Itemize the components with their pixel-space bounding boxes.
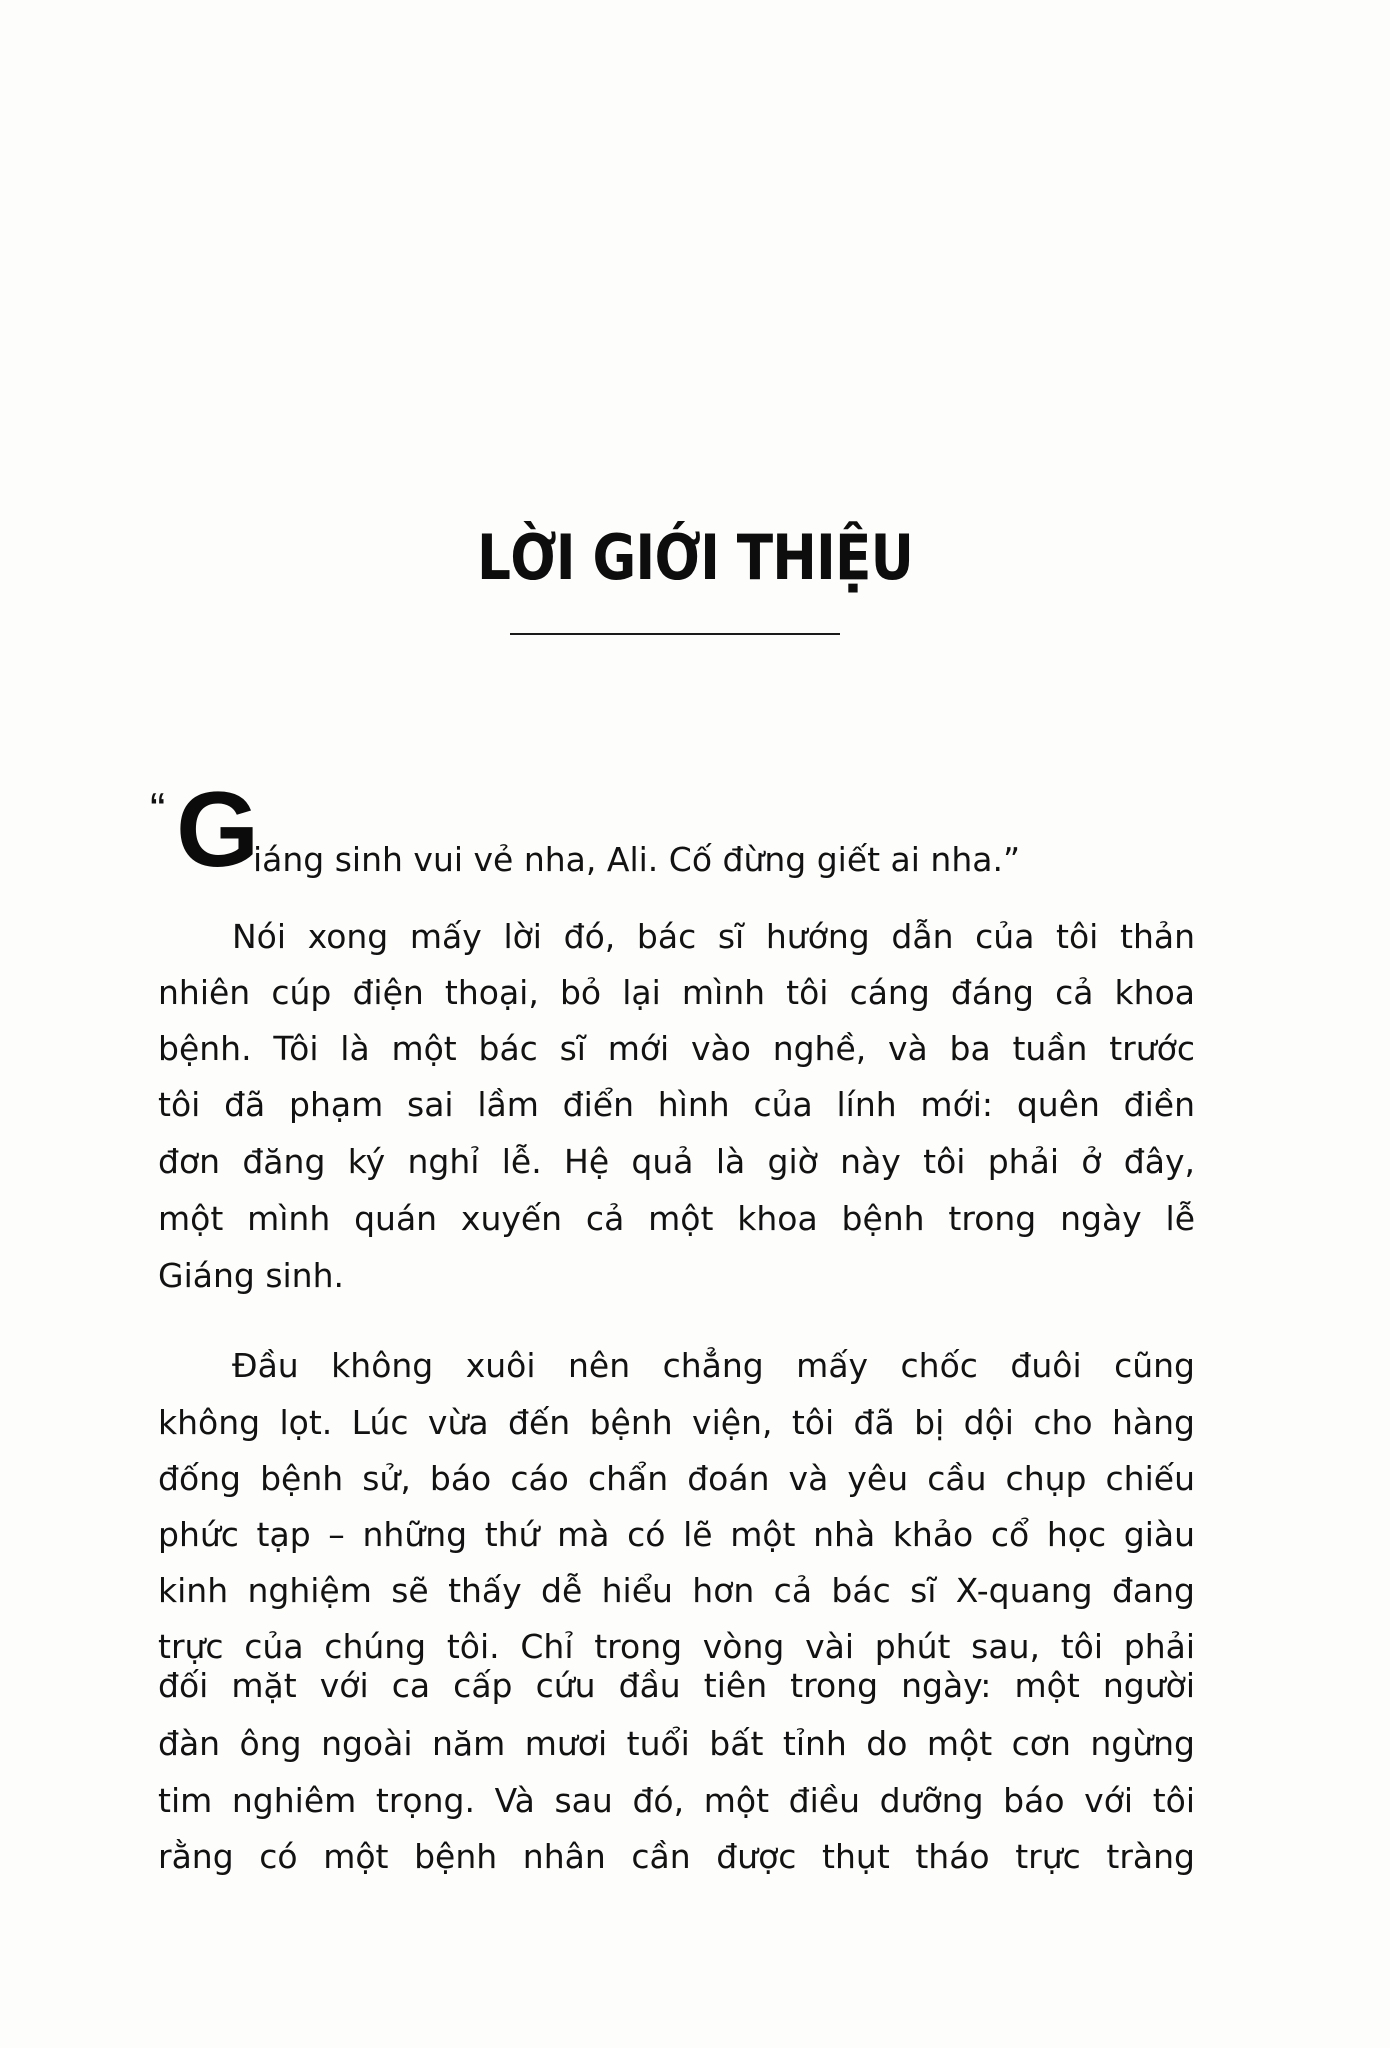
paragraph-line: rằng có một bệnh nhân cần được thụt tháo trực tràng — [158, 1837, 1195, 1876]
paragraph-line: phức tạp – những thứ mà có lẽ một nhà khảo cổ học giàu — [158, 1515, 1195, 1554]
paragraph-line: Đầu không xuôi nên chẳng mấy chốc đuôi cũng — [232, 1346, 1195, 1385]
first-line-text: iáng sinh vui vẻ nha, Ali. Cố đừng giết ai nha.” — [253, 840, 1021, 879]
paragraph-line: kinh nghiệm sẽ thấy dễ hiểu hơn cả bác sĩ X-quang đang — [158, 1571, 1195, 1610]
paragraph-line: trực của chúng tôi. Chỉ trong vòng vài phút sau, tôi phải — [158, 1627, 1195, 1666]
paragraph-line: Giáng sinh. — [158, 1256, 344, 1295]
paragraph-line: tim nghiêm trọng. Và sau đó, một điều dưỡng báo với tôi — [158, 1781, 1195, 1820]
paragraph-line: đơn đăng ký nghỉ lễ. Hệ quả là giờ này tôi phải ở đây, — [158, 1142, 1195, 1181]
opening-quote-mark: “ — [150, 783, 166, 835]
paragraph-line: bệnh. Tôi là một bác sĩ mới vào nghề, và ba tuần trước — [158, 1029, 1195, 1068]
paragraph-line: đàn ông ngoài năm mươi tuổi bất tỉnh do một cơn ngừng — [158, 1724, 1195, 1763]
paragraph-line: đối mặt với ca cấp cứu đầu tiên trong ngày: một người — [158, 1666, 1195, 1705]
title-underline — [510, 633, 840, 635]
paragraph-line: nhiên cúp điện thoại, bỏ lại mình tôi cáng đáng cả khoa — [158, 973, 1195, 1012]
paragraph-line: một mình quán xuyến cả một khoa bệnh trong ngày lễ — [158, 1199, 1195, 1238]
chapter-title: LỜI GIỚI THIỆU — [476, 521, 914, 594]
paragraph-line: đống bệnh sử, báo cáo chẩn đoán và yêu cầu chụp chiếu — [158, 1459, 1195, 1498]
paragraph-line: tôi đã phạm sai lầm điển hình của lính mới: quên điền — [158, 1085, 1195, 1124]
drop-cap-letter: G — [176, 769, 260, 889]
paragraph-line: không lọt. Lúc vừa đến bệnh viện, tôi đã bị dội cho hàng — [158, 1403, 1195, 1442]
paragraph-line: Nói xong mấy lời đó, bác sĩ hướng dẫn của tôi thản — [232, 917, 1195, 956]
